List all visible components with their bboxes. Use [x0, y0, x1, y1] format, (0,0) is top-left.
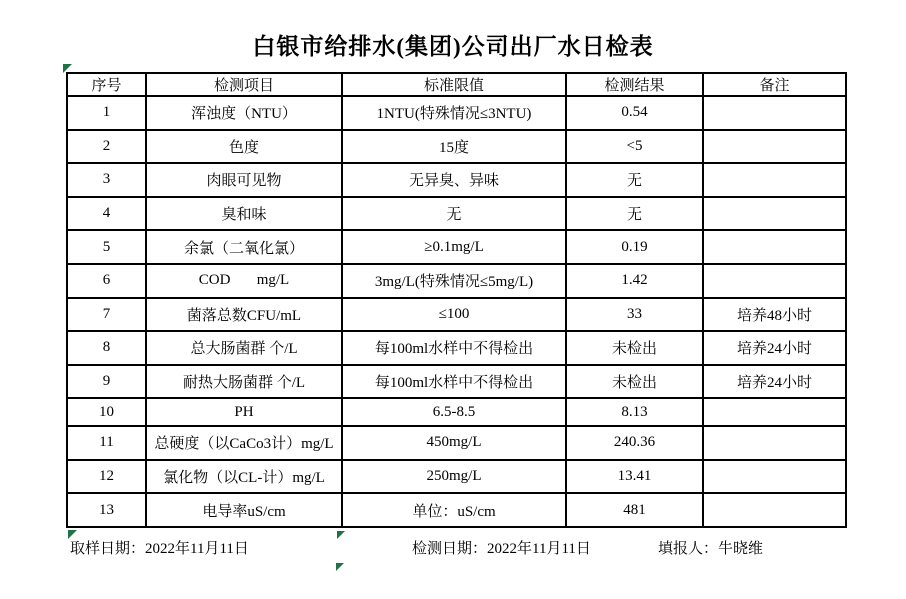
- column-header-result: 检测结果: [566, 73, 703, 96]
- cell-no: 2: [67, 130, 146, 164]
- cell-no: 5: [67, 230, 146, 264]
- cell-result: 未检出: [566, 365, 703, 399]
- column-header-remark: 备注: [703, 73, 846, 96]
- cell-remark: 培养24小时: [703, 365, 846, 399]
- cell-standard: 无: [342, 197, 566, 231]
- cell-standard: 单位：uS/cm: [342, 493, 566, 527]
- cell-result: 无: [566, 163, 703, 197]
- cell-remark: [703, 398, 846, 426]
- cell-item: 耐热大肠菌群 个/L: [146, 365, 342, 399]
- cell-item: 臭和味: [146, 197, 342, 231]
- table-row: [67, 365, 846, 399]
- cell-item: 总硬度（以CaCo3计）mg/L: [146, 426, 342, 460]
- cell-no: 8: [67, 331, 146, 365]
- table-row: [67, 130, 846, 164]
- cell-no: 9: [67, 365, 146, 399]
- cell-result: 33: [566, 298, 703, 332]
- sampling-date: [70, 537, 249, 558]
- cell-result: 0.54: [566, 96, 703, 130]
- reporter-value: 牛晓维: [718, 541, 764, 557]
- test-date: [412, 537, 591, 558]
- cell-standard: 无异臭、异味: [342, 163, 566, 197]
- cell-remark: [703, 264, 846, 298]
- cell-item: 菌落总数CFU/mL: [146, 298, 342, 332]
- sampling-date-value: 2022年11月11日: [145, 541, 249, 557]
- cell-remark: [703, 130, 846, 164]
- cell-result: 0.19: [566, 230, 703, 264]
- cell-result: 1.42: [566, 264, 703, 298]
- sampling-date-label: 取样日期：: [70, 541, 146, 557]
- cell-remark: [703, 426, 846, 460]
- cell-standard: 450mg/L: [342, 426, 566, 460]
- column-header-no: 序号: [67, 73, 146, 96]
- cell-standard: 每100ml水样中不得检出: [342, 331, 566, 365]
- table-row: [67, 331, 846, 365]
- test-date-label: 检测日期：: [412, 541, 488, 557]
- cell-result: 无: [566, 197, 703, 231]
- table-row: [67, 163, 846, 197]
- cell-item: PH: [146, 398, 342, 426]
- table-row: [67, 264, 846, 298]
- cell-item: 浑浊度（NTU）: [146, 96, 342, 130]
- cell-standard: 每100ml水样中不得检出: [342, 365, 566, 399]
- cell-standard: 250mg/L: [342, 460, 566, 494]
- cell-no: 10: [67, 398, 146, 426]
- cell-no: 1: [67, 96, 146, 130]
- cell-remark: 培养24小时: [703, 331, 846, 365]
- table-row: [67, 96, 846, 130]
- cell-remark: [703, 230, 846, 264]
- cell-standard: 1NTU(特殊情况≤3NTU): [342, 96, 566, 130]
- table-row: [67, 460, 846, 494]
- inspection-table: [66, 72, 847, 528]
- cell-no: 12: [67, 460, 146, 494]
- table-row: [67, 197, 846, 231]
- cell-item: 氯化物（以CL-计）mg/L: [146, 460, 342, 494]
- cell-standard: 3mg/L(特殊情况≤5mg/L): [342, 264, 566, 298]
- cell-result: 未检出: [566, 331, 703, 365]
- green-corner-marker-icon: [336, 563, 344, 571]
- cell-result: 240.36: [566, 426, 703, 460]
- cell-remark: [703, 197, 846, 231]
- cell-no: 7: [67, 298, 146, 332]
- table-row: [67, 398, 846, 426]
- table-row: [67, 230, 846, 264]
- cell-no: 4: [67, 197, 146, 231]
- cell-standard: 15度: [342, 130, 566, 164]
- page-title: 白银市给排水(集团)公司出厂水日检表: [252, 34, 654, 59]
- cell-result: 481: [566, 493, 703, 527]
- cell-item: 总大肠菌群 个/L: [146, 331, 342, 365]
- cell-no: 13: [67, 493, 146, 527]
- footer-line: [0, 537, 906, 561]
- cell-item: COD mg/L: [146, 264, 342, 298]
- reporter-label: 填报人：: [658, 541, 719, 557]
- column-header-item: 检测项目: [146, 73, 342, 96]
- column-header-standard: 标准限值: [342, 73, 566, 96]
- cell-no: 11: [67, 426, 146, 460]
- cell-item: 电导率uS/cm: [146, 493, 342, 527]
- cell-standard: ≤100: [342, 298, 566, 332]
- cell-remark: [703, 493, 846, 527]
- cell-no: 6: [67, 264, 146, 298]
- table-row: [67, 426, 846, 460]
- table-header-row: [67, 73, 846, 96]
- cell-remark: [703, 460, 846, 494]
- cell-item: 肉眼可见物: [146, 163, 342, 197]
- cell-remark: [703, 163, 846, 197]
- cell-item: 余氯（二氧化氯）: [146, 230, 342, 264]
- cell-standard: 6.5-8.5: [342, 398, 566, 426]
- table-row: [67, 493, 846, 527]
- reporter: [658, 537, 763, 558]
- cell-result: 13.41: [566, 460, 703, 494]
- cell-no: 3: [67, 163, 146, 197]
- test-date-value: 2022年11月11日: [487, 541, 591, 557]
- cell-remark: [703, 96, 846, 130]
- cell-standard: ≥0.1mg/L: [342, 230, 566, 264]
- cell-remark: 培养48小时: [703, 298, 846, 332]
- cell-result: 8.13: [566, 398, 703, 426]
- table-row: [67, 298, 846, 332]
- cell-result: <5: [566, 130, 703, 164]
- cell-item: 色度: [146, 130, 342, 164]
